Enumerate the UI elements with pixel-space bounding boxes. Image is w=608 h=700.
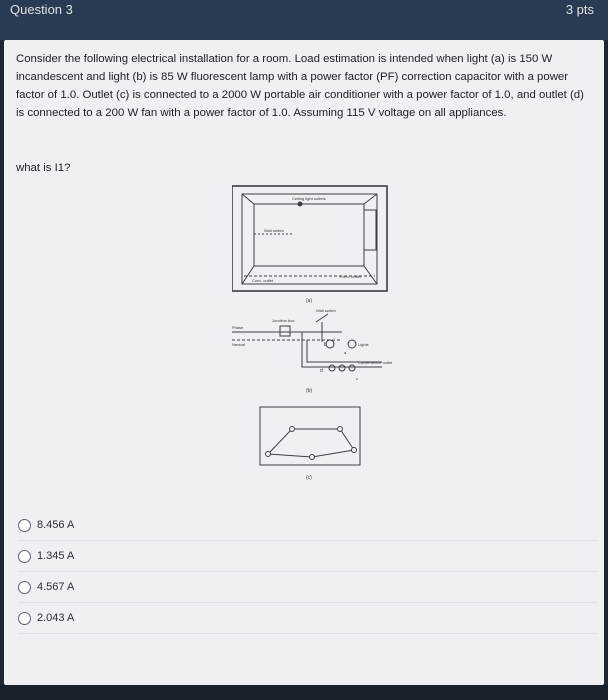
top-bar — [0, 0, 608, 40]
diagram-label-convenience-outlets: Convenience outlets — [358, 360, 392, 365]
question-panel — [4, 40, 604, 685]
diagram-label-wall-switch: Wall switch — [264, 228, 284, 233]
ceiling-light-symbol — [298, 202, 302, 206]
lamp-b-symbol — [326, 340, 334, 348]
junction-box-symbol — [280, 326, 290, 336]
radio-button[interactable] — [18, 550, 31, 563]
question-label: Question 3 — [10, 2, 73, 17]
switch-lever — [316, 314, 328, 322]
answer-option-1[interactable] — [18, 510, 598, 541]
answer-option-3[interactable] — [18, 572, 598, 603]
diagram-label-b: b — [324, 342, 327, 348]
points-label: 3 pts — [565, 2, 594, 17]
room-perspective-figure — [232, 186, 387, 291]
loop-circuit-figure — [260, 407, 360, 465]
circuit-diagram — [232, 182, 392, 512]
question-prompt: what is I1? — [16, 162, 71, 174]
radio-button[interactable] — [18, 519, 31, 532]
bottom-bar — [0, 685, 608, 700]
answer-option-4[interactable] — [18, 603, 598, 634]
radio-button[interactable] — [18, 612, 31, 625]
diagram-label-outlet-left: Conv. outlet — [252, 278, 274, 283]
diagram-label-a: a — [344, 350, 347, 355]
question-text: Consider the following electrical installation for a room. Load estimation is intended when light (a) is 150 W incandescent and light (b) is 85 W fluorescent lamp with a power factor (PF) correction capacitor with a power factor of 1.0. Outlet (c) is connected to a 2000 W portable air conditioner with a power factor of 1.0, and outlet (d) is connected to a 200 W fan with a power factor of 1.0. Assuming 115 V voltage on all appliances. — [16, 53, 584, 119]
room-inner-frame — [242, 194, 377, 284]
room-back-wall — [254, 204, 364, 266]
answer-option-2[interactable] — [18, 541, 598, 572]
answer-options — [18, 510, 598, 634]
answer-option-label: 4.567 A — [37, 581, 75, 593]
diagram-label-junction-box: Junction box — [272, 318, 295, 323]
loop-path — [268, 429, 354, 457]
lamp-a-symbol — [348, 340, 356, 348]
diagram-label-lights: Lights — [358, 342, 369, 347]
diagram-label-c: c — [356, 376, 358, 381]
diagram-label-part-c: (c) — [306, 475, 312, 481]
room-door — [364, 210, 376, 250]
diagram-label-outlet-right: Conv. outlet — [340, 274, 362, 279]
radio-button[interactable] — [18, 581, 31, 594]
diagram-label-part-a: (a) — [306, 298, 313, 304]
outlet-d-symbol — [329, 365, 335, 371]
diagram-label-neutral: Neutral — [232, 342, 245, 347]
answer-option-label: 2.043 A — [37, 612, 75, 624]
diagram-label-part-b: (b) — [306, 388, 313, 394]
diagram-label-ceiling-light: Ceiling light outlets — [292, 196, 326, 201]
answer-option-label: 1.345 A — [37, 550, 75, 562]
answer-option-label: 8.456 A — [37, 519, 75, 531]
diagram-label-wall-switch-b: Wall switch — [316, 308, 336, 313]
outlet-c2-symbol — [339, 365, 345, 371]
outlet-c-symbol — [349, 365, 355, 371]
diagram-label-phase: Phase — [232, 325, 244, 330]
diagram-label-d: d — [320, 368, 323, 374]
circuit-diagram-svg — [232, 182, 392, 512]
